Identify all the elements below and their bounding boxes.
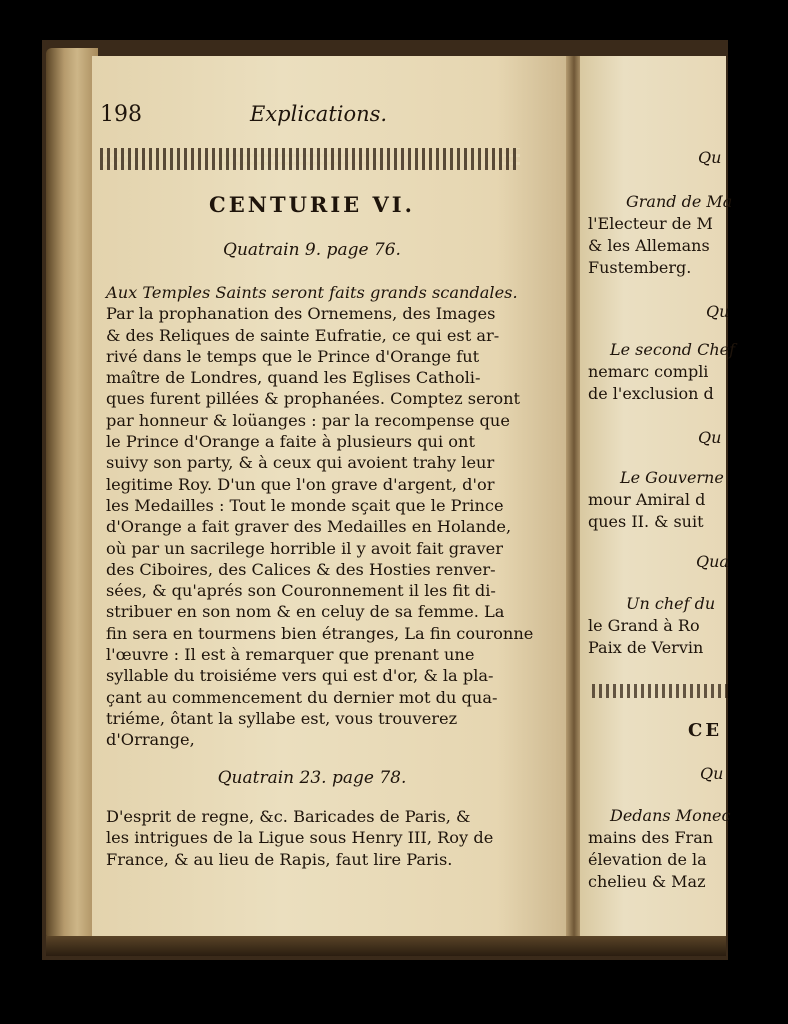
text-line: France, & au lieu de Rapis, faut lire Paris. <box>106 849 453 869</box>
quatrain-heading: Quatrain 23. page 78. <box>217 768 407 788</box>
ornament-band <box>592 684 732 698</box>
text-line: legitime Roy. D'un que l'on grave d'argent, d'or <box>106 474 495 494</box>
text-line: d'Orange a fait graver des Medailles en Holande, <box>106 517 512 537</box>
text-fragment: Un chef du <box>626 594 716 613</box>
text-fragment: Qu <box>700 764 724 783</box>
text-line: rivé dans le temps que le Prince d'Orange fut <box>106 346 480 366</box>
text-line: & des Reliques de sainte Eufratie, ce qui est ar- <box>106 325 500 345</box>
text-line: stribuer en son nom & en celuy de sa femme. La <box>106 602 505 622</box>
book-bottom-edge <box>46 936 726 956</box>
text-fragment: chelieu & Maz <box>588 872 706 891</box>
text-line: par honneur & loüanges : par la recompense que <box>106 410 510 430</box>
page-header <box>100 102 540 132</box>
text-line: çant au commencement du dernier mot du qua- <box>106 687 498 707</box>
text-line: où par un sacrilege horrible il y avoit fait graver <box>106 538 503 558</box>
text-fragment: CE <box>688 720 723 741</box>
text-line: fin sera en tourmens bien étranges, La fin couronne <box>106 623 534 643</box>
text-fragment: Le Gouverne <box>620 468 724 487</box>
text-line: triéme, ôtant la syllabe est, vous trouverez <box>106 708 458 728</box>
quatrain-heading: Quatrain 9. page 76. <box>223 240 401 260</box>
text-line: Par la prophanation des Ornemens, des Images <box>106 304 496 324</box>
text-line: les intrigues de la Ligue sous Henry III, Roy de <box>106 828 494 848</box>
text-fragment: Dedans Monec <box>610 806 731 825</box>
text-fragment: Qu <box>706 302 730 321</box>
page-edges <box>46 48 98 940</box>
text-line: l'œuvre : Il est à remarquer que prenant une <box>106 645 475 665</box>
commentary-text <box>106 806 534 870</box>
text-fragment: Grand de Ma <box>626 192 733 211</box>
text-fragment: Paix de Vervin <box>588 638 704 657</box>
text-fragment: Fustemberg. <box>588 258 692 277</box>
ornament-band <box>100 148 520 170</box>
text-fragment: Qu <box>698 148 722 167</box>
text-line: syllable du troisiéme vers qui est d'or, & la pla- <box>106 666 494 686</box>
text-fragment: mains des Fran <box>588 828 714 847</box>
running-head: Explications. <box>250 102 388 126</box>
left-page <box>92 56 568 936</box>
commentary-text <box>106 282 534 751</box>
text-line: D'esprit de regne, &c. Baricades de Paris, & <box>106 807 471 826</box>
text-line: Aux Temples Saints seront faits grands scandales. <box>106 283 518 302</box>
text-line: maître de Londres, quand les Eglises Catholi- <box>106 368 481 388</box>
text-line: d'Orrange, <box>106 730 195 750</box>
text-fragment: le Grand à Ro <box>588 616 700 635</box>
text-line: des Ciboires, des Calices & des Hosties renver- <box>106 559 496 579</box>
text-fragment: de l'exclusion d <box>588 384 714 403</box>
text-fragment: l'Electeur de M <box>588 214 713 233</box>
right-page <box>580 56 736 936</box>
text-fragment: ques II. & suit <box>588 512 704 531</box>
text-fragment: Qua <box>696 552 729 571</box>
text-line: ques furent pillées & prophanées. Comptez seront <box>106 389 521 409</box>
text-fragment: élevation de la <box>588 850 707 869</box>
page-number: 198 <box>100 102 142 127</box>
text-fragment: & les Allemans <box>588 236 710 255</box>
text-line: le Prince d'Orange a faite à plusieurs qui ont <box>106 432 475 452</box>
section-title: CENTURIE VI. <box>209 192 415 217</box>
text-fragment: nemarc compli <box>588 362 709 381</box>
text-line: suivy son party, & à ceux qui avoient trahy leur <box>106 453 495 473</box>
text-line: sées, & qu'aprés son Couronnement il les fit di- <box>106 581 496 601</box>
text-fragment: Qu <box>698 428 722 447</box>
text-line: les Medailles : Tout le monde sçait que le Prince <box>106 495 504 515</box>
text-fragment: Le second Chef <box>610 340 736 359</box>
text-fragment: mour Amiral d <box>588 490 706 509</box>
